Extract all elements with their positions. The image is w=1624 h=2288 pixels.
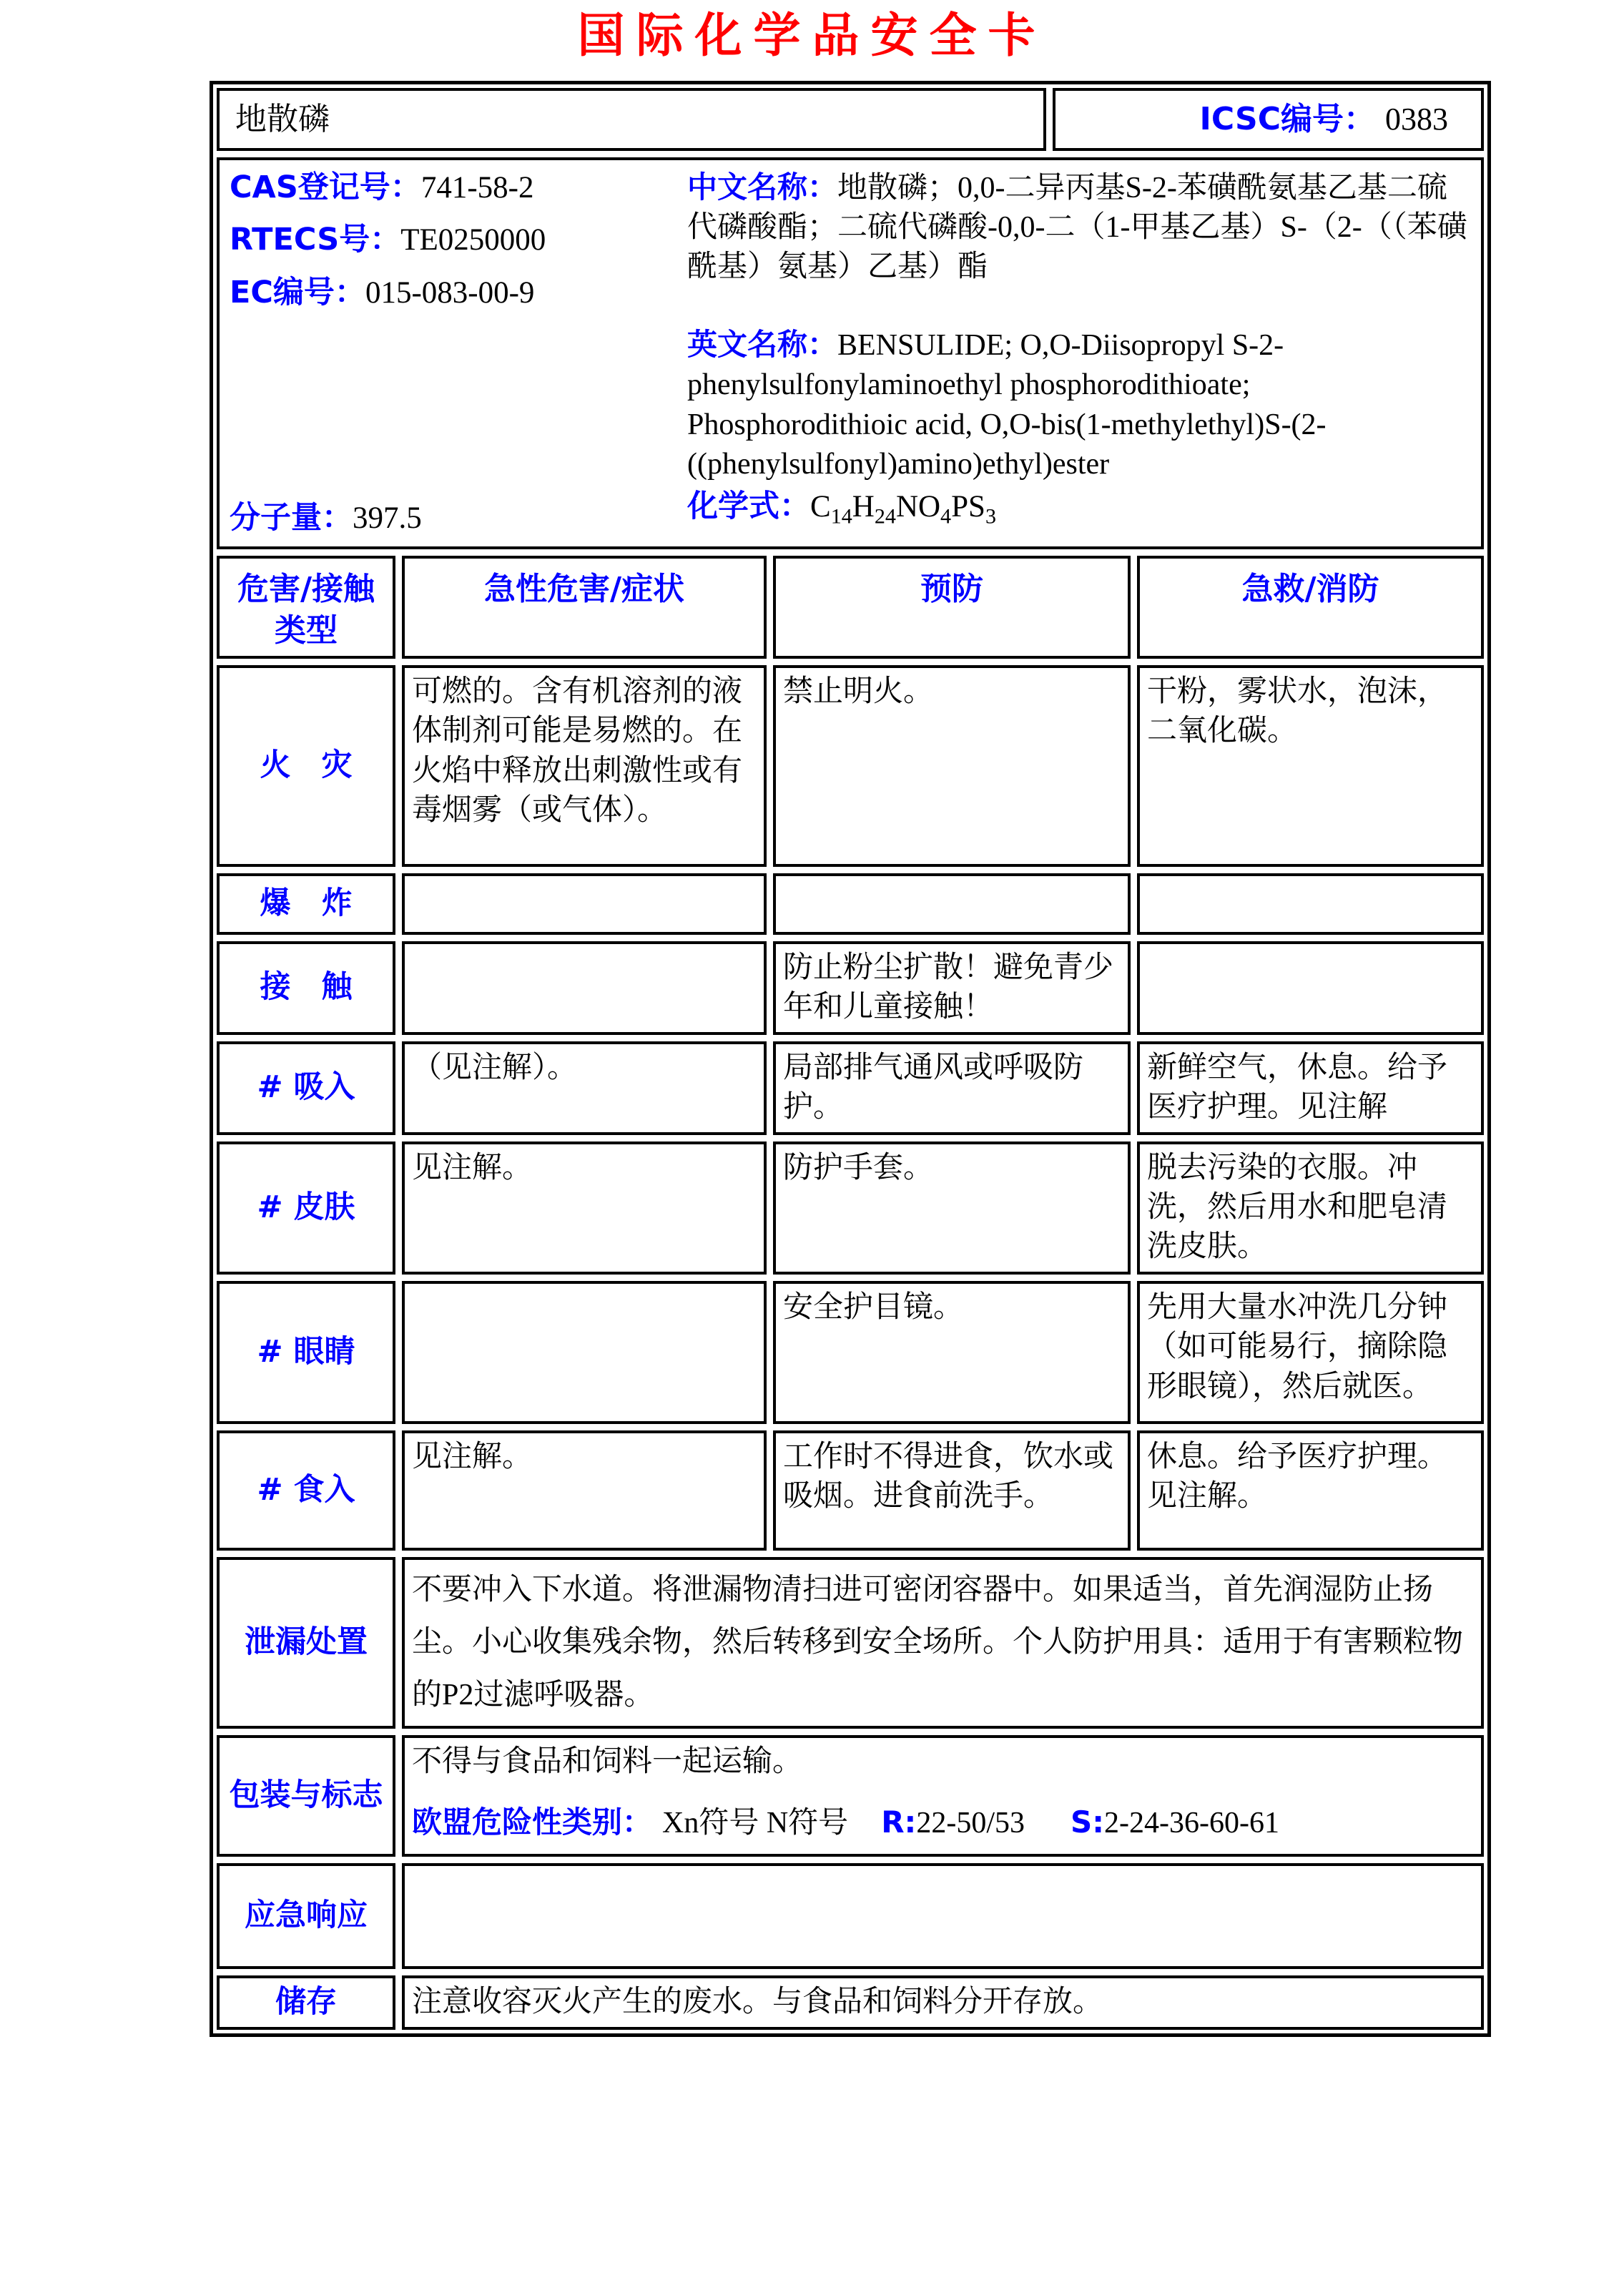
row-inhalation-label: # 吸入	[217, 1041, 395, 1135]
row-spill-text: 不要冲入下水道。将泄漏物清扫进可密闭容器中。如果适当，首先润湿防止扬尘。小心收集残余物，然后转移到安全场所。个人防护用具：适用于有害颗粒物的P2过滤呼吸器。	[402, 1557, 1484, 1729]
col-header-hazard-type-line1: 危害/接触	[237, 570, 375, 607]
row-packaging	[217, 1735, 1484, 1857]
packaging-transport-note: 不得与食品和饲料一起运输。	[412, 1745, 803, 1779]
formula-label: 化学式：	[687, 488, 810, 524]
row-inhalation-aid: 新鲜空气，休息。给予医疗护理。见注解	[1137, 1041, 1484, 1135]
cas-value: 741-58-2	[420, 170, 534, 205]
row-exposure	[217, 941, 1484, 1035]
row-spill-label: 泄漏处置	[217, 1557, 395, 1729]
icsc-number-value: 0383	[1385, 101, 1448, 137]
row-storage	[217, 1975, 1484, 2029]
identity-cell	[217, 157, 1484, 549]
row-fire-symptoms: 可燃的。含有机溶剂的液体制剂可能是易燃的。在火焰中释放出刺激性或有毒烟雾（或气体）。	[402, 665, 767, 867]
col-header-first-aid: 急救/消防	[1137, 556, 1484, 659]
molecular-weight-value: 397.5	[353, 501, 422, 535]
row-ingestion-aid: 休息。给予医疗护理。见注解。	[1137, 1430, 1484, 1551]
r-phrase-value: 22-50/53	[916, 1806, 1025, 1840]
s-phrase-label: S:	[1070, 1804, 1105, 1840]
row-storage-text: 注意收容灭火产生的废水。与食品和饲料分开存放。	[402, 1975, 1484, 2029]
row-spill	[217, 1557, 1484, 1729]
eu-hazard-class-line	[412, 1802, 1474, 1843]
english-name-text: BENSULIDE; O,O-Diisopropyl S-2-phenylsulfonylaminoethyl phosphorodithioate; Phosphorodithioic acid, O,O-bis(1-methylethyl)S-(2-((phenylsulfonyl)amino)ethyl)ester	[687, 328, 1327, 481]
substance-name-text: 地散磷	[235, 101, 330, 137]
english-name-paragraph	[687, 325, 1471, 485]
page-title: 国际化学品安全卡	[577, 8, 1047, 63]
chinese-name-paragraph	[687, 167, 1471, 288]
s-phrase-value: 2-24-36-60-61	[1104, 1806, 1279, 1840]
row-fire-prevention: 禁止明火。	[773, 665, 1131, 867]
row-fire-label: 火 灾	[217, 665, 395, 867]
row-fire	[217, 665, 1484, 867]
row-eyes-symptoms	[402, 1281, 767, 1424]
registry-numbers-block	[230, 167, 687, 539]
chinese-name-text: 地散磷；0,0-二异丙基S-2-苯磺酰氨基乙基二硫代磷酸酯；二硫代磷酸-0,0-二（1-甲基乙基）S-（2-（（苯磺酰基）氨基）乙基）酯	[687, 171, 1467, 284]
row-packaging-content	[402, 1735, 1484, 1857]
row-explosion-label: 爆 炸	[217, 873, 395, 935]
row-emergency-text	[402, 1863, 1484, 1969]
row-emergency-label: 应急响应	[217, 1863, 395, 1969]
icsc-card	[210, 81, 1491, 2037]
col-header-hazard-type	[217, 556, 395, 659]
ec-line	[230, 273, 687, 314]
chinese-name-label: 中文名称：	[687, 169, 838, 205]
row-exposure-symptoms	[402, 941, 767, 1035]
rtecs-line	[230, 220, 687, 261]
row-skin	[217, 1141, 1484, 1275]
col-header-prevention: 预防	[773, 556, 1131, 659]
header-row	[217, 88, 1484, 151]
formula-line	[687, 486, 1471, 528]
row-ingestion-prevention: 工作时不得进食，饮水或吸烟。进食前洗手。	[773, 1430, 1131, 1551]
row-inhalation-prevention: 局部排气通风或呼吸防护。	[773, 1041, 1131, 1135]
row-skin-label: # 皮肤	[217, 1141, 395, 1275]
molecular-weight-label: 分子量：	[230, 499, 353, 536]
cas-label: CAS登记号：	[230, 169, 421, 205]
row-explosion	[217, 873, 1484, 935]
row-skin-aid: 脱去污染的衣服。冲洗，然后用水和肥皂清洗皮肤。	[1137, 1141, 1484, 1275]
identity-row	[217, 157, 1484, 549]
ec-value: 015-083-00-9	[365, 276, 535, 310]
row-packaging-label: 包装与标志	[217, 1735, 395, 1857]
row-storage-label: 储存	[217, 1975, 395, 2029]
col-header-hazard-type-line2: 类型	[275, 612, 338, 649]
row-explosion-symptoms	[402, 873, 767, 935]
eu-hazard-class-label: 欧盟危险性类别：	[412, 1804, 653, 1840]
ec-label: EC编号：	[230, 275, 365, 311]
cas-line	[230, 167, 687, 209]
col-header-symptoms: 急性危害/症状	[402, 556, 767, 659]
hazard-header-row	[217, 556, 1484, 659]
row-skin-prevention: 防护手套。	[773, 1141, 1131, 1275]
row-skin-symptoms: 见注解。	[402, 1141, 767, 1275]
rtecs-label: RTECS号：	[230, 222, 401, 258]
row-ingestion	[217, 1430, 1484, 1551]
names-block	[687, 167, 1471, 539]
icsc-number-cell	[1053, 88, 1484, 151]
row-eyes-aid: 先用大量水冲洗几分钟（如可能易行，摘除隐形眼镜），然后就医。	[1137, 1281, 1484, 1424]
row-exposure-prevention: 防止粉尘扩散！避免青少年和儿童接触！	[773, 941, 1131, 1035]
row-fire-aid: 干粉，雾状水，泡沫，二氧化碳。	[1137, 665, 1484, 867]
formula-value: $C_{14}H_{24}NO_4PS_3$	[810, 489, 996, 529]
row-explosion-prevention	[773, 873, 1131, 935]
r-phrase-label: R:	[881, 1804, 917, 1840]
row-emergency	[217, 1863, 1484, 1969]
molecular-weight-line	[230, 498, 687, 539]
row-exposure-aid	[1137, 941, 1484, 1035]
rtecs-value: TE0250000	[400, 223, 546, 257]
row-eyes-prevention: 安全护目镜。	[773, 1281, 1131, 1424]
substance-name	[217, 88, 1046, 151]
row-inhalation-symptoms: （见注解）。	[402, 1041, 767, 1135]
row-eyes	[217, 1281, 1484, 1424]
row-eyes-label: # 眼睛	[217, 1281, 395, 1424]
icsc-number-label: ICSC编号：	[1199, 100, 1375, 137]
row-ingestion-symptoms: 见注解。	[402, 1430, 767, 1551]
row-explosion-aid	[1137, 873, 1484, 935]
english-name-label: 英文名称：	[687, 326, 838, 362]
row-inhalation	[217, 1041, 1484, 1135]
row-exposure-label: 接 触	[217, 941, 395, 1035]
row-ingestion-label: # 食入	[217, 1430, 395, 1551]
eu-hazard-symbols: Xn符号 N符号	[662, 1806, 849, 1840]
